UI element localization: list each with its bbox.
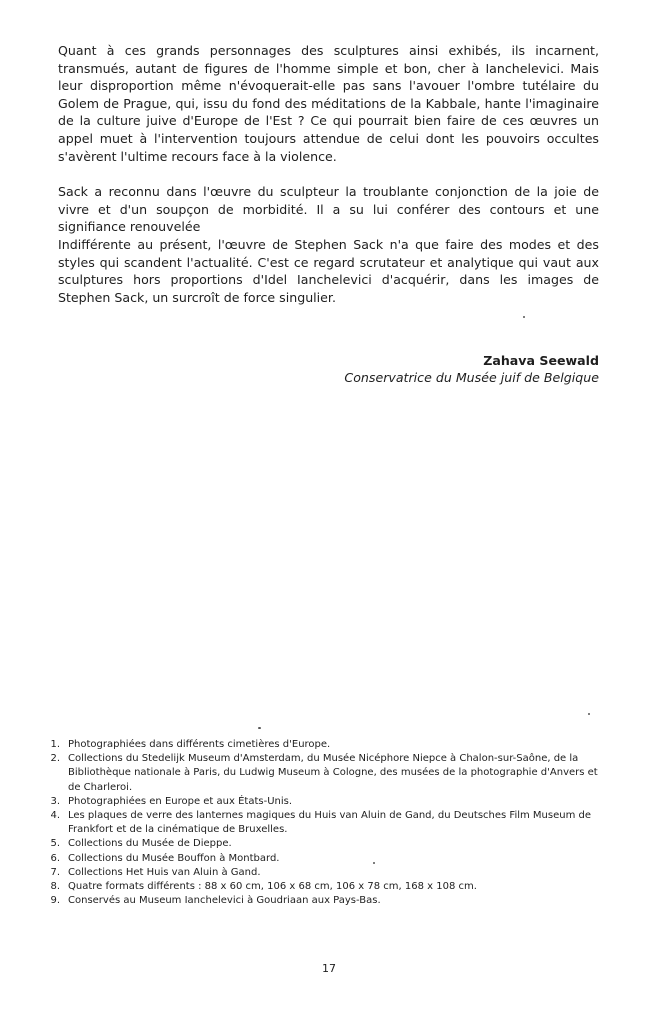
footnote [38,795,613,809]
scan-speck [258,727,261,729]
footnote-number: 9. [50,895,60,907]
footnote-text: Collections du Stedelijk Museum d'Amsterdam, du Musée Nicéphore Niepce à Chalon-sur-Saône, de la Bibliothèque nationale à Paris, du Ludwig Museum à Cologne, des musées de la photographie d'Anvers et de Charleroi. [68,753,598,793]
footnote-number: 2. [50,753,60,765]
footnote [38,837,613,851]
footnote [38,880,613,894]
footnote-text: Les plaques de verre des lanternes magiques du Huis van Aluin de Gand, du Deutsches Film Museum de Frankfort et de la cinématique de Bruxelles. [68,810,592,836]
footnote [38,738,613,752]
footnote [38,894,613,908]
footnote [38,752,613,795]
scan-speck [373,862,375,864]
signature-block [199,352,599,386]
footnote-text: Quatre formats différents : 88 x 60 cm, 106 x 68 cm, 106 x 78 cm, 168 x 108 cm. [68,881,477,893]
footnote-number: 4. [50,810,60,822]
paragraph-golem: Quant à ces grands personnages des sculptures ainsi exhibés, ils incarnent, transmués, autant de figures de l'homme simple et bon, cher à Ianchelevici. Mais leur disproportion même n'évoquerait-elle pas sans l'avouer l'ombre tutélaire du Golem de Prague, qui, issu du fond des méditations de la Kabbale, hante l'imaginaire de la culture juive d'Europe de l'Est ? Ce qui pourrait bien faire de ces œuvres un appel muet à l'intervention toujours attendue de celui dont les pouvoirs occultes s'avèrent l'ultime recours face à la violence. [58,43,599,164]
author-role: Conservatrice du Musée juif de Belgique [344,370,599,385]
footnote-number: 3. [50,795,60,807]
footnote-number: 6. [50,852,60,864]
footnote-text: Collections du Musée de Dieppe. [68,838,232,850]
footnote-text: Photographiées en Europe et aux États-Unis. [68,795,293,807]
footnote [38,809,613,837]
scan-speck [588,713,590,715]
footnote-text: Photographiées dans différents cimetières d'Europe. [68,739,331,750]
scan-speck [523,316,525,318]
footnote-text: Collections du Musée Bouffon à Montbard. [68,852,280,864]
footnote-text: Conservés au Museum Ianchelevici à Goudriaan aux Pays-Bas. [68,895,381,907]
footnotes-list [38,738,613,908]
page-number: 17 [322,962,336,975]
paragraph-sack-reconnu: Sack a reconnu dans l'œuvre du sculpteur la troublante conjonction de la joie de vivre et d'un soupçon de morbidité. Il a su lui conférer des contours et une signifiance renouvelée [58,184,599,235]
paragraph-indifferente: Indifférente au présent, l'œuvre de Stephen Sack n'a que faire des modes et des styles qui scandent l'actualité. C'est ce regard scrutateur et analytique qui vaut aux sculptures hors proportions d'Idel Ianchelevici d'acquérir, dans les images de Stephen Sack, un surcroît de force singulier. [58,237,599,305]
footnote-number: 5. [50,838,60,850]
footnote [38,866,613,880]
footnote [38,852,613,866]
footnote-number: 7. [50,866,60,878]
footnote-number: 1. [50,739,60,750]
footnote-number: 8. [50,881,60,893]
footnote-text: Collections Het Huis van Aluin à Gand. [68,866,261,878]
author-name: Zahava Seewald [483,353,599,368]
